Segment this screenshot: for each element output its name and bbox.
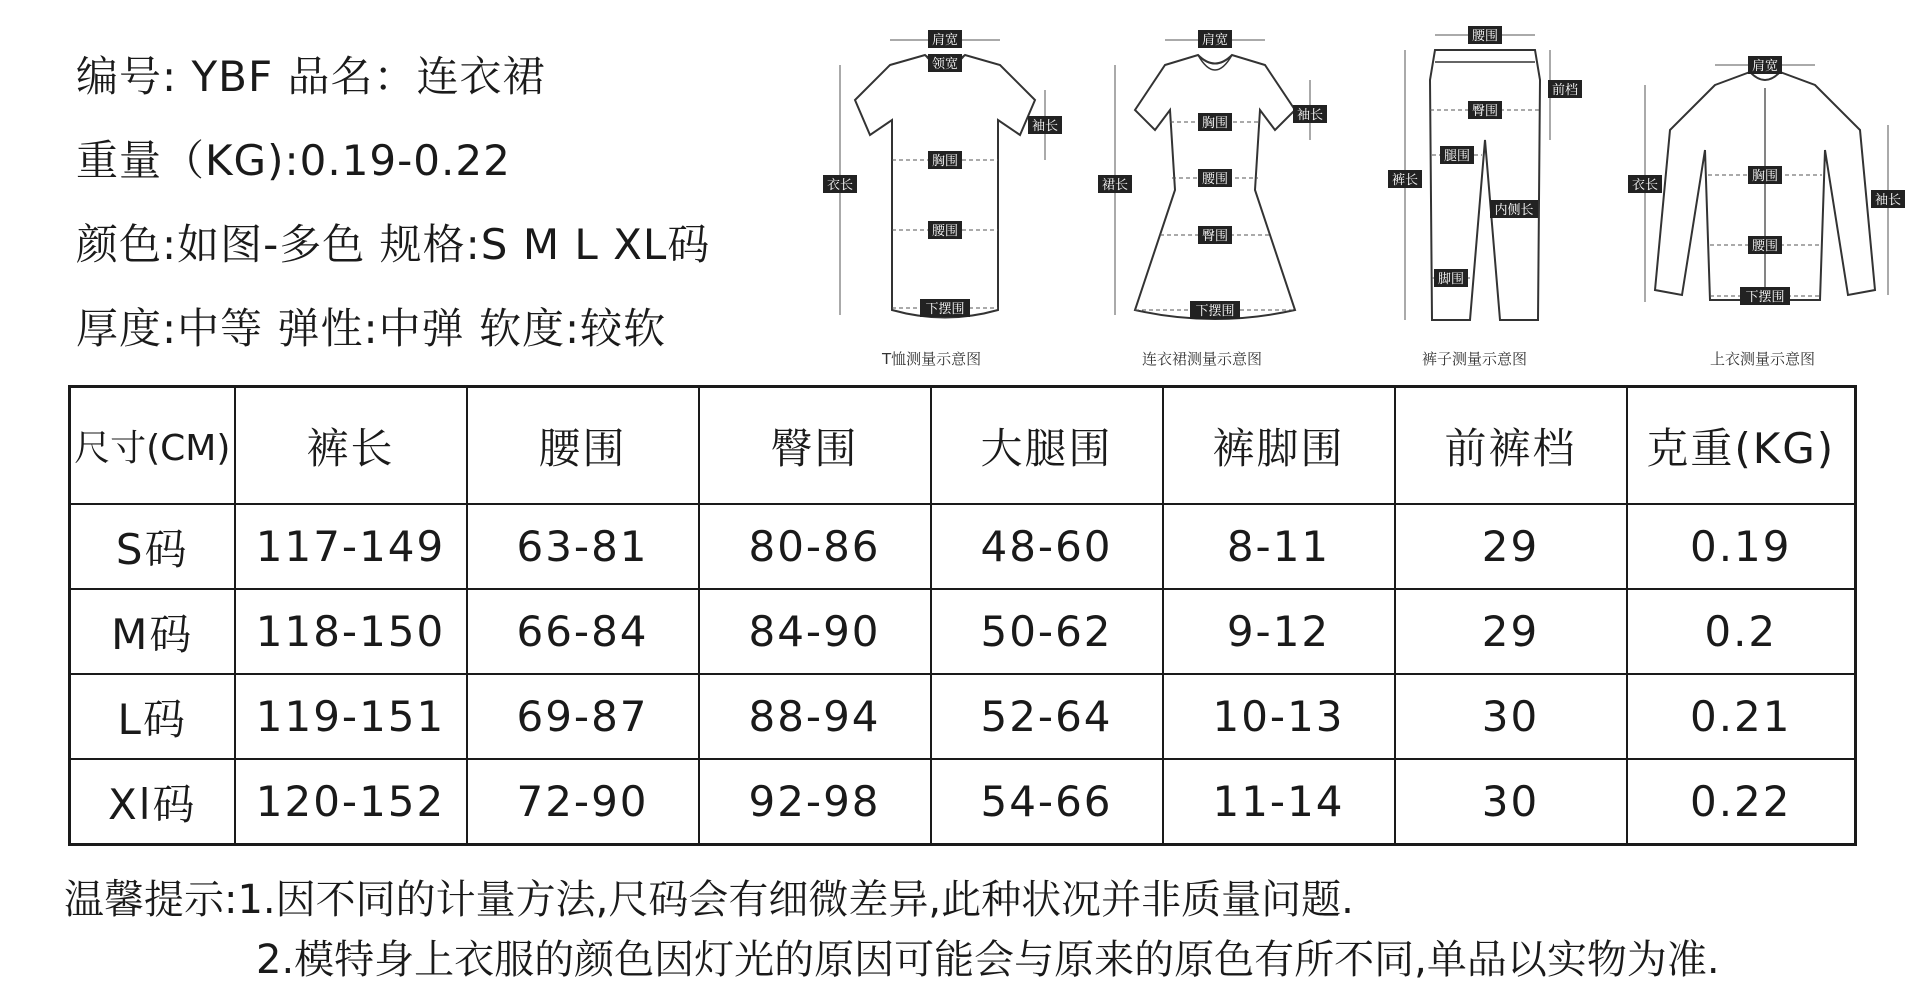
cell-leg-opening: 8-11 (1163, 504, 1395, 589)
notice-line-2: 2.模特身上衣服的颜色因灯光的原因可能会与原来的原色有所不同,单品以实物为准. (256, 937, 1720, 983)
cell-hip: 88-94 (699, 674, 931, 759)
tshirt-waist-label: 腰围 (931, 224, 959, 239)
shirt-sleeve-label: 袖长 (1874, 193, 1902, 208)
cell-weight: 0.21 (1627, 674, 1856, 759)
table-header-row (70, 387, 1856, 505)
tshirt-diagram (820, 10, 1070, 368)
header-weight: 克重(KG) (1627, 387, 1856, 505)
header-leg-opening: 裤脚围 (1163, 387, 1395, 505)
dress-waist-label: 腰围 (1201, 172, 1229, 187)
cell-pants-length: 118-150 (235, 589, 467, 674)
dress-shoulder-label: 肩宽 (1201, 33, 1229, 48)
cell-waist: 69-87 (467, 674, 699, 759)
table-row (70, 589, 1856, 674)
pants-hip-label: 臀围 (1471, 104, 1499, 119)
dress-sleeve-label: 袖长 (1296, 108, 1324, 123)
tshirt-hem-label: 下摆围 (925, 302, 965, 317)
cell-weight: 0.2 (1627, 589, 1856, 674)
pants-leg-label: 脚围 (1437, 272, 1465, 287)
cell-waist: 72-90 (467, 759, 699, 845)
cell-pants-length: 119-151 (235, 674, 467, 759)
dress-caption: 连衣裙测量示意图 (1142, 350, 1263, 368)
shirt-shoulder-label: 肩宽 (1751, 59, 1779, 74)
pants-sketch-icon (1360, 10, 1600, 345)
dress-hem-label: 下摆围 (1195, 304, 1235, 319)
header-pants-length: 裤长 (235, 387, 467, 505)
shirt-diagram (1620, 10, 1910, 368)
cell-size: M码 (70, 589, 235, 674)
cell-hip: 80-86 (699, 504, 931, 589)
product-fabric-properties: 厚度:中等 弹性:中弹 软度:较软 (76, 304, 667, 353)
cell-thigh: 50-62 (931, 589, 1163, 674)
cell-front-rise: 30 (1395, 674, 1627, 759)
cell-weight: 0.19 (1627, 504, 1856, 589)
product-weight: 重量（KG):0.19-0.22 (76, 136, 511, 185)
shirt-hem-label: 下摆围 (1745, 290, 1785, 305)
cell-pants-length: 117-149 (235, 504, 467, 589)
cell-waist: 66-84 (467, 589, 699, 674)
cell-front-rise: 29 (1395, 589, 1627, 674)
cell-size: Xl码 (70, 759, 235, 845)
dress-length-label: 裙长 (1101, 178, 1129, 193)
product-color-spec: 颜色:如图-多色 规格:S M L XL码 (76, 220, 711, 269)
header-waist: 腰围 (467, 387, 699, 505)
shirt-length-label: 衣长 (1631, 178, 1659, 193)
pants-length-label: 裤长 (1391, 173, 1419, 188)
pants-diagram (1360, 10, 1600, 368)
shirt-caption: 上衣测量示意图 (1710, 350, 1816, 368)
shirt-chest-label: 胸围 (1751, 169, 1779, 184)
dress-diagram (1090, 10, 1340, 368)
header-thigh: 大腿围 (931, 387, 1163, 505)
tshirt-collar-label: 领宽 (931, 57, 959, 72)
dress-hip-label: 臀围 (1201, 229, 1229, 244)
cell-front-rise: 29 (1395, 504, 1627, 589)
tshirt-shoulder-label: 肩宽 (931, 33, 959, 48)
cell-front-rise: 30 (1395, 759, 1627, 845)
pants-caption: 裤子测量示意图 (1422, 350, 1528, 368)
header-size: 尺寸(CM) (70, 387, 235, 505)
table-row (70, 759, 1856, 845)
cell-weight: 0.22 (1627, 759, 1856, 845)
cell-thigh: 52-64 (931, 674, 1163, 759)
dress-sketch-icon (1090, 10, 1340, 345)
cell-pants-length: 120-152 (235, 759, 467, 845)
cell-size: S码 (70, 504, 235, 589)
measurement-diagrams (820, 10, 1920, 370)
tshirt-sketch-icon (820, 10, 1070, 345)
pants-rise-label: 前档 (1551, 83, 1579, 98)
tshirt-sleeve-label: 袖长 (1031, 119, 1059, 134)
cell-leg-opening: 9-12 (1163, 589, 1395, 674)
cell-waist: 63-81 (467, 504, 699, 589)
notice-line-1: 温馨提示:1.因不同的计量方法,尺码会有细微差异,此种状况并非质量问题. (64, 877, 1354, 923)
tshirt-chest-label: 胸围 (931, 154, 959, 169)
cell-thigh: 54-66 (931, 759, 1163, 845)
tshirt-length-label: 衣长 (826, 178, 854, 193)
cell-hip: 84-90 (699, 589, 931, 674)
tshirt-caption: T恤测量示意图 (882, 350, 982, 368)
shirt-waist-label: 腰围 (1751, 239, 1779, 254)
size-chart-table (68, 385, 1857, 846)
header-hip: 臀围 (699, 387, 931, 505)
cell-leg-opening: 11-14 (1163, 759, 1395, 845)
pants-thigh-label: 腿围 (1443, 149, 1471, 164)
header-front-rise: 前裤档 (1395, 387, 1627, 505)
product-code-name: 编号: YBF 品名：连衣裙 (76, 52, 546, 101)
table-row (70, 674, 1856, 759)
dress-chest-label: 胸围 (1201, 116, 1229, 131)
cell-size: L码 (70, 674, 235, 759)
pants-inseam-label: 内侧长 (1494, 203, 1534, 218)
table-row (70, 504, 1856, 589)
cell-leg-opening: 10-13 (1163, 674, 1395, 759)
cell-hip: 92-98 (699, 759, 931, 845)
pants-waist-label: 腰围 (1471, 29, 1499, 44)
cell-thigh: 48-60 (931, 504, 1163, 589)
shirt-sketch-icon (1620, 10, 1910, 345)
